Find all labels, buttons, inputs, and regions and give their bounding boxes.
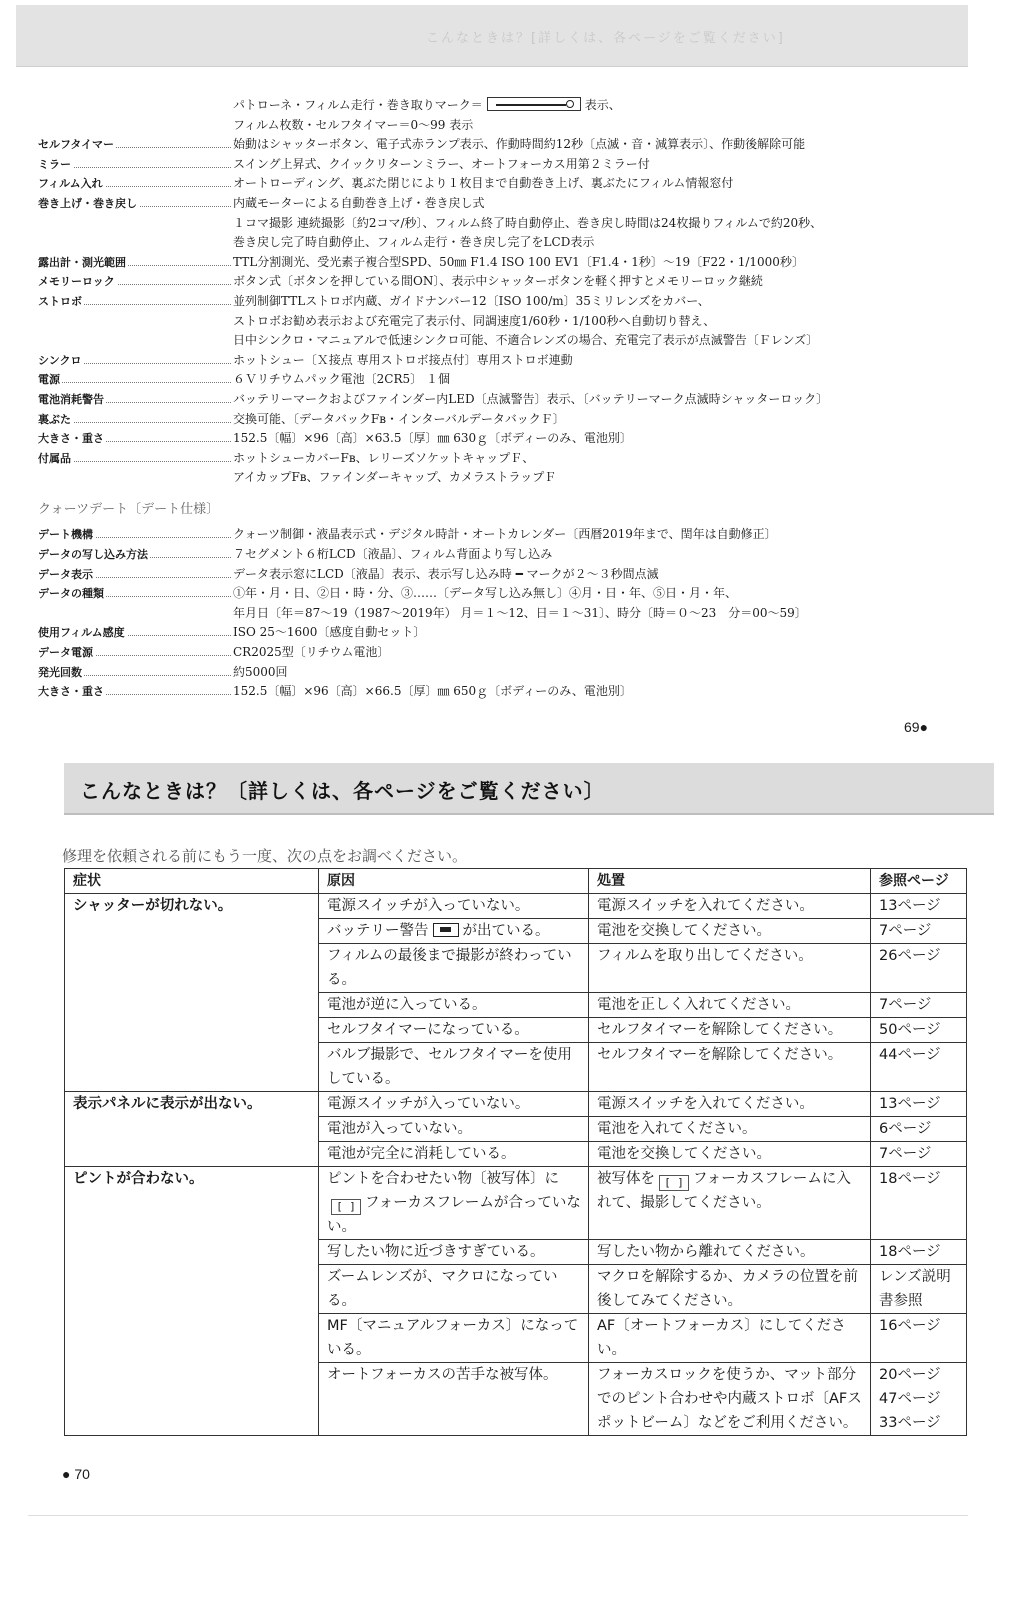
spec-label: データの種類 [38, 584, 233, 604]
spec-value: ISO 25〜1600〔感度自動セット〕 [233, 625, 426, 640]
column-header-symptom: 症状 [65, 869, 319, 894]
spec-label: データ表示 [38, 565, 233, 585]
spec-label: 大きさ・重さ [38, 429, 233, 449]
spec-value: ７セグメント６桁LCD〔液晶〕、フィルム背面より写し込み [233, 547, 553, 562]
spec-value: ストロボお勧め表示および充電完了表示付、同調速度1/60秒・1/100秒へ自動切り替え、 [233, 313, 716, 328]
spec-row [38, 429, 968, 449]
reference-cell: 26ページ [871, 944, 967, 993]
spec-list [38, 96, 968, 702]
spec-value: アイカップFʙ、ファインダーキャップ、カメラストラップＦ [233, 470, 557, 485]
spec-row-prefix-1: パトローネ・フィルム走行・巻き取りマーク＝ 表示、 [233, 98, 621, 112]
spec-row [38, 351, 968, 371]
action-cell: 電池を交換してください。 [589, 1142, 871, 1167]
spec-row [38, 525, 968, 545]
spec-value: クォーツ制御・液晶表示式・デジタル時計・オートカレンダー〔西暦2019年まで、閏年は自動修正〕 [233, 527, 777, 542]
spec-value: 日中シンクロ・マニュアルで低速シンクロ可能、不適合レンズの場合、充電完了表示が点滅警告〔Ｆレンズ〕 [233, 333, 819, 348]
spec-row [38, 468, 968, 488]
reference-cell: 7ページ [871, 919, 967, 944]
action-cell: 被写体を [ ] フォーカスフレームに入れて、撮影してください。 [589, 1167, 871, 1240]
spec-row [38, 292, 968, 312]
spec-row [38, 233, 968, 253]
spec-label: 電源 [38, 370, 233, 390]
reference-cell: 18ページ [871, 1167, 967, 1240]
cause-cell: 写したい物に近づきすぎている。 [319, 1240, 589, 1265]
spec-value: 152.5〔幅〕×96〔高〕×63.5〔厚〕㎜ 630ｇ〔ボディーのみ、電池別〕 [233, 431, 632, 446]
spec-row [38, 174, 968, 194]
spec-label: シンクロ [38, 351, 233, 371]
spec-value: ６Ｖリチウムパック電池〔2CR5〕 １個 [233, 372, 450, 387]
spec-row [38, 370, 968, 390]
spec-row [38, 312, 968, 332]
reference-cell: 13ページ [871, 894, 967, 919]
bottom-rule [28, 1515, 968, 1516]
cause-cell: 電池が完全に消耗している。 [319, 1142, 589, 1167]
action-cell: 電源スイッチを入れてください。 [589, 894, 871, 919]
spec-row [38, 449, 968, 469]
date-spec-heading: クォーツデート〔デート仕様〕 [38, 501, 220, 517]
symptom-cell: シャッターが切れない。 [65, 894, 319, 1092]
reference-cell: 16ページ [871, 1314, 967, 1363]
table-row [65, 1167, 967, 1240]
spec-value: 巻き戻し完了時自動停止、フィルム走行・巻き戻し完了をLCD表示 [233, 235, 595, 250]
spec-value: ホットシュー〔Ｘ接点 専用ストロボ接点付〕専用ストロボ連動 [233, 352, 573, 367]
column-header-action: 処置 [589, 869, 871, 894]
focus-frame-icon: [ ] [659, 1175, 689, 1191]
spec-row [38, 155, 968, 175]
spec-label: 使用フィルム感度 [38, 623, 233, 643]
spec-row [38, 604, 968, 624]
spec-label: データ電源 [38, 643, 233, 663]
reference-cell: 44ページ [871, 1043, 967, 1092]
reference-cell: 6ページ [871, 1117, 967, 1142]
troubleshooting-table [64, 868, 967, 1436]
table-header-row [65, 869, 967, 894]
focus-frame-icon: [ ] [331, 1199, 361, 1215]
spec-row [38, 682, 968, 702]
spec-label: 発光回数 [38, 663, 233, 683]
reference-cell: 13ページ [871, 1092, 967, 1117]
cause-cell: フィルムの最後まで撮影が終わっている。 [319, 944, 589, 993]
spec-row [38, 584, 968, 604]
cause-cell: オートフォーカスの苦手な被写体。 [319, 1363, 589, 1436]
column-header-cause: 原因 [319, 869, 589, 894]
cause-cell: 電源スイッチが入っていない。 [319, 1092, 589, 1117]
cause-cell: ズームレンズが、マクロになっている。 [319, 1265, 589, 1314]
cause-cell: 電池が入っていない。 [319, 1117, 589, 1142]
cause-cell: 電源スイッチが入っていない。 [319, 894, 589, 919]
spec-label: データの写し込み方法 [38, 545, 233, 565]
trouble-intro: 修理を依頼される前にもう一度、次の点をお調べください。 [62, 847, 468, 865]
spec-value: 約5000回 [233, 664, 288, 679]
battery-warning-icon [433, 923, 459, 937]
spec-value: データ表示窓にLCD〔液晶〕表示、表示写し込み時 ━ マークが２〜３秒間点滅 [233, 566, 659, 581]
spec-value: オートローディング、裏ぶた閉じにより１枚目まで自動巻き上げ、裏ぶたにフィルム情報窓付 [233, 176, 734, 191]
header-band [16, 5, 968, 67]
symptom-cell: 表示パネルに表示が出ない。 [65, 1092, 319, 1167]
reference-cell: レンズ説明書参照 [871, 1265, 967, 1314]
action-cell: 電池を入れてください。 [589, 1117, 871, 1142]
action-cell: 電源スイッチを入れてください。 [589, 1092, 871, 1117]
reference-cell: 7ページ [871, 1142, 967, 1167]
spec-label: デート機構 [38, 525, 233, 545]
spec-value: TTL分割測光、受光素子複合型SPD、50㎜ F1.4 ISO 100 EV1〔F1.4・1秒〕〜19〔F22・1/1000秒〕 [233, 254, 804, 269]
trouble-title: こんなときは？〔詳しくは、各ページをご覧ください〕 [80, 779, 605, 803]
cause-cell: バルブ撮影で、セルフタイマーを使用している。 [319, 1043, 589, 1092]
action-cell: セルフタイマーを解除してください。 [589, 1043, 871, 1092]
spec-row [38, 390, 968, 410]
spec-row [38, 663, 968, 683]
spec-value: スイング上昇式、クイックリターンミラー、オートフォーカス用第２ミラー付 [233, 156, 650, 171]
spec-row [38, 410, 968, 430]
action-cell: 写したい物から離れてください。 [589, 1240, 871, 1265]
spec-value: 並列制御TTLストロボ内蔵、ガイドナンバー12〔ISO 100/m〕35ミリレンズをカバー、 [233, 293, 710, 308]
spec-value: 交換可能、〔データバックFʙ・インターバルデータバックＦ〕 [233, 411, 565, 426]
spec-row [38, 545, 968, 565]
action-cell: セルフタイマーを解除してください。 [589, 1018, 871, 1043]
spec-label: セルフタイマー [38, 135, 233, 155]
cause-cell: 電池が逆に入っている。 [319, 993, 589, 1018]
action-cell: AF〔オートフォーカス〕にしてください。 [589, 1314, 871, 1363]
header-band-text: こんなときは？[詳しくは、各ページをご覧ください] [426, 31, 785, 46]
reference-cell: 18ページ [871, 1240, 967, 1265]
action-cell: フィルムを取り出してください。 [589, 944, 871, 993]
spec-value: 152.5〔幅〕×96〔高〕×66.5〔厚〕㎜ 650ｇ〔ボディーのみ、電池別〕 [233, 684, 632, 699]
page-number-69: 69● [904, 719, 929, 735]
reference-line: 33ページ [879, 1415, 941, 1431]
column-header-reference: 参照ページ [871, 869, 967, 894]
spec-label: 付属品 [38, 449, 233, 469]
reference-line: 47ページ [879, 1391, 941, 1407]
table-row [65, 894, 967, 919]
reference-line: 20ページ [879, 1367, 941, 1383]
reference-cell [871, 1363, 967, 1436]
spec-value: バッテリーマークおよびファインダー内LED〔点滅警告〕表示、〔バッテリーマーク点滅時シャッターロック〕 [233, 391, 829, 406]
spec-label: 巻き上げ・巻き戻し [38, 194, 233, 214]
spec-row [38, 214, 968, 234]
spec-value: 年月日〔年＝87〜19（1987〜2019年） 月＝１〜12、日＝１〜31〕、時分〔時＝０〜23 分＝00〜59〕 [233, 605, 807, 620]
action-cell: 電池を正しく入れてください。 [589, 993, 871, 1018]
spec-row-prefix-2: フィルム枚数・セルフタイマー＝0〜99 表示 [233, 117, 474, 132]
cause-cell: バッテリー警告 が出ている。 [319, 919, 589, 944]
spec-row [38, 272, 968, 292]
spec-row [38, 253, 968, 273]
spec-label: フィルム入れ [38, 174, 233, 194]
spec-row [38, 331, 968, 351]
cause-cell: セルフタイマーになっている。 [319, 1018, 589, 1043]
spec-row [38, 135, 968, 155]
spec-label: 露出計・測光範囲 [38, 253, 233, 273]
spec-row [38, 194, 968, 214]
reference-cell: 7ページ [871, 993, 967, 1018]
action-cell: フォーカスロックを使うか、マット部分でのピント合わせや内蔵ストロボ〔AFスポットビーム〕などをご利用ください。 [589, 1363, 871, 1436]
reference-cell: 50ページ [871, 1018, 967, 1043]
film-mark-icon [487, 97, 581, 111]
spec-label: 大きさ・重さ [38, 682, 233, 702]
trouble-banner [64, 763, 994, 815]
spec-value: １コマ撮影 連続撮影〔約2コマ/秒〕、フィルム終了時自動停止、巻き戻し時間は24枚撮りフィルムで約20秒、 [233, 215, 823, 230]
spec-value: 始動はシャッターボタン、電子式赤ランプ表示、作動時間約12秒〔点滅・音・減算表示〕、作動後解除可能 [233, 137, 806, 152]
table-row [65, 1092, 967, 1117]
action-cell: 電池を交換してください。 [589, 919, 871, 944]
page-number-70: ● 70 [62, 1466, 90, 1482]
spec-row [38, 565, 968, 585]
spec-label: ストロボ [38, 292, 233, 312]
cause-cell: ピントを合わせたい物〔被写体〕に[ ] フォーカスフレームが合っていない。 [319, 1167, 589, 1240]
spec-value: CR2025型〔リチウム電池〕 [233, 645, 390, 660]
spec-row [38, 643, 968, 663]
spec-label: 電池消耗警告 [38, 390, 233, 410]
spec-value: ホットシューカバーFʙ、レリーズソケットキャップＦ、 [233, 450, 535, 465]
symptom-cell: ピントが合わない。 [65, 1167, 319, 1436]
spec-label: メモリーロック [38, 272, 233, 292]
cause-cell: MF〔マニュアルフォーカス〕になっている。 [319, 1314, 589, 1363]
spec-value: 内蔵モーターによる自動巻き上げ・巻き戻し式 [233, 195, 485, 210]
spec-value: ボタン式〔ボタンを押している間ON〕、表示中シャッターボタンを軽く押すとメモリーロック継続 [233, 274, 763, 289]
spec-label: ミラー [38, 155, 233, 175]
action-cell: マクロを解除するか、カメラの位置を前後してみてください。 [589, 1265, 871, 1314]
spec-label: 裏ぶた [38, 410, 233, 430]
spec-row [38, 623, 968, 643]
spec-value: ①年・月・日、②日・時・分、③……〔データ写し込み無し〕④月・日・年、⑤日・月・年、 [233, 586, 738, 601]
